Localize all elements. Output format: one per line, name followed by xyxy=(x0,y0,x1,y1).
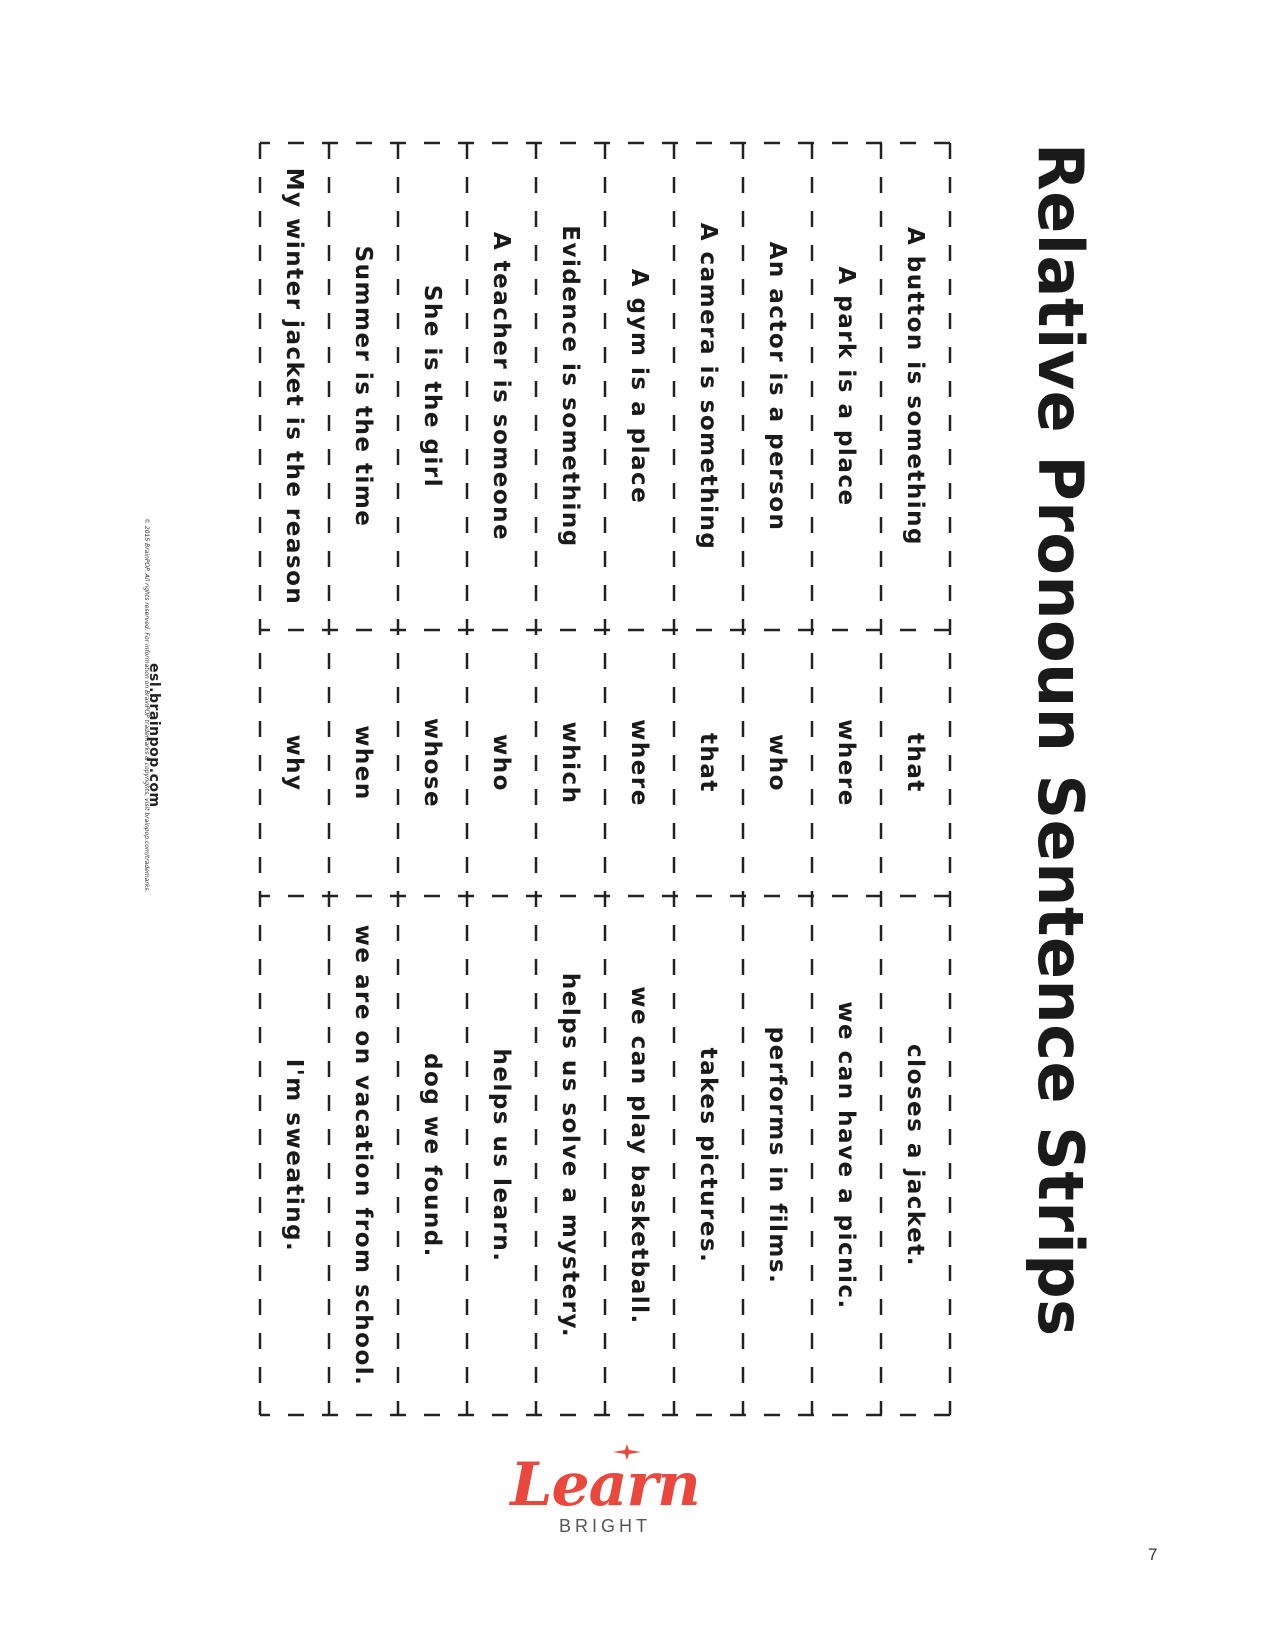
worksheet xyxy=(281,135,1100,1425)
strip-pronoun: which xyxy=(557,721,584,805)
learn-bright-logo xyxy=(505,1450,705,1545)
strip-start: A park is a place xyxy=(833,266,860,507)
strip-start: Evidence is something xyxy=(557,225,584,548)
sentence-strips xyxy=(250,143,950,1415)
sentence-strip xyxy=(743,143,812,1415)
strip-end: I'm sweating. xyxy=(281,1058,308,1253)
sentence-strip xyxy=(881,143,950,1415)
page-title: Relative Pronoun Sentence Strips xyxy=(1024,143,1097,1337)
sentence-strip xyxy=(260,143,329,1415)
website-link[interactable]: esl.brainpop.com xyxy=(146,663,162,808)
strip-start: A gym is a place xyxy=(626,268,653,505)
strip-pronoun: why xyxy=(281,734,308,792)
sentence-strip xyxy=(536,143,605,1415)
strip-end: we can have a picnic. xyxy=(833,1001,860,1310)
strip-end: helps us learn. xyxy=(488,1048,515,1263)
sentence-strip xyxy=(605,143,674,1415)
sentence-strip xyxy=(329,143,398,1415)
strip-start: An actor is a person xyxy=(764,241,791,532)
strip-end: takes pictures. xyxy=(695,1047,722,1264)
strip-pronoun: where xyxy=(626,719,653,807)
strip-start: Summer is the time xyxy=(350,245,377,528)
strip-start: A teacher is someone xyxy=(488,231,515,542)
strip-pronoun: where xyxy=(833,719,860,807)
sentence-strip xyxy=(467,143,536,1415)
page-number: 7 xyxy=(1148,1545,1158,1564)
logo-subtitle: BRIGHT xyxy=(558,1516,651,1536)
strip-pronoun: whose xyxy=(419,717,446,809)
strip-pronoun: who xyxy=(488,734,515,792)
strip-end: performs in films. xyxy=(764,1026,791,1285)
strip-end: helps us solve a mystery. xyxy=(557,972,584,1339)
strip-pronoun: who xyxy=(764,734,791,792)
copyright-notice: © 2015 BrainPOP. All rights reserved. For information on BrainPOP trademarks & copyrights, visit brainpop.com/trademarks. xyxy=(143,518,150,893)
strip-start: She is the girl xyxy=(419,284,446,489)
strip-end: closes a jacket. xyxy=(902,1044,929,1267)
strip-start: My winter jacket is the reason xyxy=(281,167,308,606)
strip-pronoun: when xyxy=(350,725,377,801)
sentence-strip xyxy=(674,143,743,1415)
strip-start: A camera is something xyxy=(695,222,722,551)
sentence-strip xyxy=(812,143,881,1415)
strip-end: we are on vacation from school. xyxy=(350,924,377,1387)
sentence-strip xyxy=(398,143,467,1415)
strip-pronoun: that xyxy=(695,733,722,793)
logo-wordmark: Learn xyxy=(510,1450,700,1520)
strip-end: dog we found. xyxy=(419,1053,446,1258)
strip-end: we can play basketball. xyxy=(626,986,653,1325)
strip-pronoun: that xyxy=(902,733,929,793)
strip-start: A button is something xyxy=(902,226,929,547)
